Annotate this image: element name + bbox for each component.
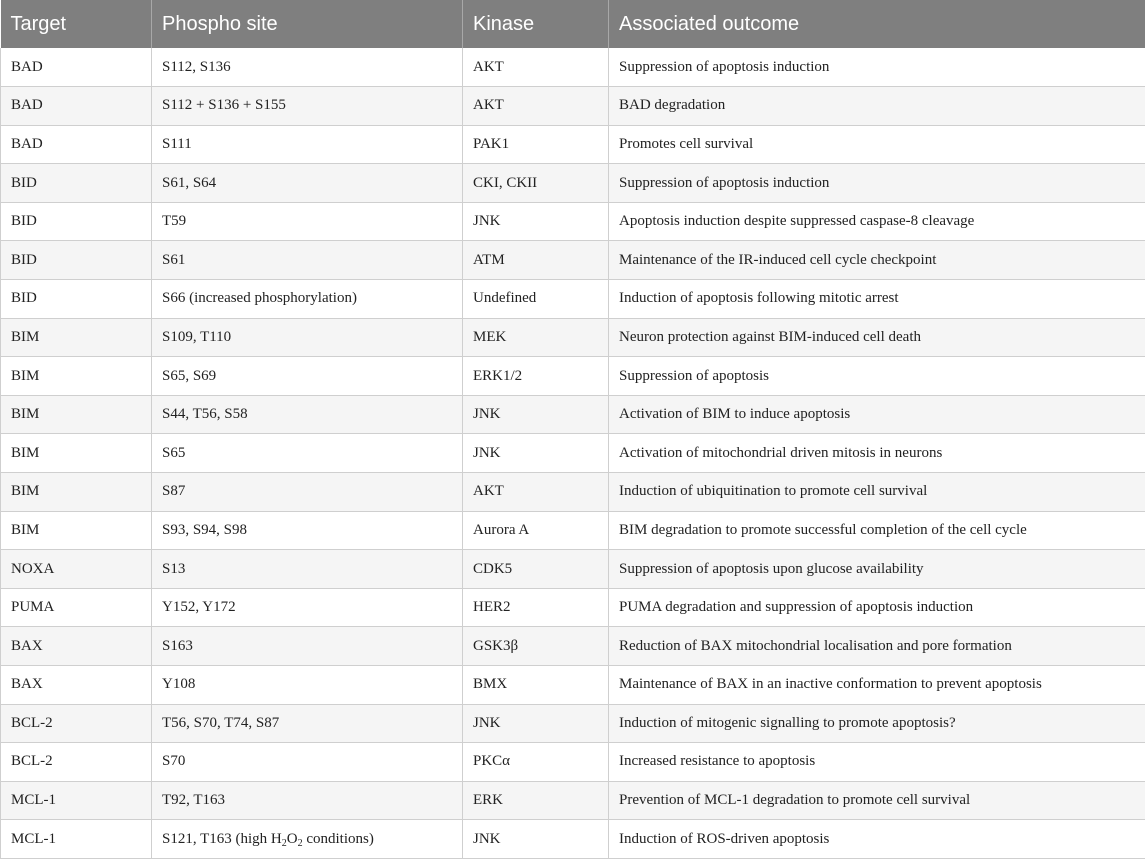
cell-kinase: PAK1 xyxy=(463,125,609,164)
cell-target: BID xyxy=(1,280,152,319)
cell-phospho-site: T56, S70, T74, S87 xyxy=(152,704,463,743)
cell-phospho-site xyxy=(152,820,463,859)
cell-phospho-site: S61 xyxy=(152,241,463,280)
cell-outcome: Suppression of apoptosis induction xyxy=(609,164,1145,203)
table-row xyxy=(1,125,1145,164)
cell-kinase: CKI, CKII xyxy=(463,164,609,203)
cell-kinase: PKCα xyxy=(463,743,609,782)
cell-kinase: AKT xyxy=(463,473,609,512)
table-row xyxy=(1,48,1145,87)
cell-phospho-site: S93, S94, S98 xyxy=(152,511,463,550)
table-row xyxy=(1,395,1145,434)
subscript: 2 xyxy=(282,838,287,849)
header-row xyxy=(1,0,1145,48)
cell-kinase: JNK xyxy=(463,434,609,473)
cell-outcome: Induction of ROS-driven apoptosis xyxy=(609,820,1145,859)
cell-outcome: Activation of BIM to induce apoptosis xyxy=(609,395,1145,434)
cell-target: BID xyxy=(1,202,152,241)
cell-phospho-site: T92, T163 xyxy=(152,781,463,820)
cell-outcome: Induction of ubiquitination to promote cell survival xyxy=(609,473,1145,512)
cell-target: BID xyxy=(1,164,152,203)
cell-target: MCL-1 xyxy=(1,820,152,859)
cell-phospho-site: S65 xyxy=(152,434,463,473)
cell-outcome: BAD degradation xyxy=(609,87,1145,126)
cell-target: BCL-2 xyxy=(1,704,152,743)
cell-phospho-site: S65, S69 xyxy=(152,357,463,396)
cell-kinase: MEK xyxy=(463,318,609,357)
cell-target: NOXA xyxy=(1,550,152,589)
table-row xyxy=(1,280,1145,319)
cell-outcome: PUMA degradation and suppression of apoptosis induction xyxy=(609,588,1145,627)
table-row xyxy=(1,357,1145,396)
cell-phospho-site: S87 xyxy=(152,473,463,512)
cell-phospho-site: S70 xyxy=(152,743,463,782)
cell-outcome: Neuron protection against BIM-induced cell death xyxy=(609,318,1145,357)
cell-kinase: ERK xyxy=(463,781,609,820)
table-row xyxy=(1,666,1145,705)
header-kinase: Kinase xyxy=(463,0,609,48)
table-row xyxy=(1,473,1145,512)
table-row xyxy=(1,743,1145,782)
table-row xyxy=(1,550,1145,589)
cell-outcome: Suppression of apoptosis induction xyxy=(609,48,1145,87)
cell-kinase: HER2 xyxy=(463,588,609,627)
cell-target: BAD xyxy=(1,125,152,164)
site-text: O xyxy=(287,831,298,847)
cell-phospho-site: Y152, Y172 xyxy=(152,588,463,627)
cell-phospho-site: S112 + S136 + S155 xyxy=(152,87,463,126)
cell-phospho-site: S44, T56, S58 xyxy=(152,395,463,434)
cell-target: BAX xyxy=(1,627,152,666)
cell-phospho-site: T59 xyxy=(152,202,463,241)
cell-outcome: Increased resistance to apoptosis xyxy=(609,743,1145,782)
cell-target: BIM xyxy=(1,473,152,512)
cell-phospho-site: S61, S64 xyxy=(152,164,463,203)
cell-kinase: Aurora A xyxy=(463,511,609,550)
cell-outcome: Suppression of apoptosis upon glucose availability xyxy=(609,550,1145,589)
cell-target: BIM xyxy=(1,434,152,473)
table-row xyxy=(1,241,1145,280)
cell-target: BIM xyxy=(1,511,152,550)
table-row xyxy=(1,87,1145,126)
header-associated-outcome: Associated outcome xyxy=(609,0,1145,48)
cell-outcome: Suppression of apoptosis xyxy=(609,357,1145,396)
cell-kinase: GSK3β xyxy=(463,627,609,666)
cell-phospho-site: S109, T110 xyxy=(152,318,463,357)
table-row xyxy=(1,627,1145,666)
table-row xyxy=(1,318,1145,357)
cell-phospho-site: S13 xyxy=(152,550,463,589)
cell-target: BCL-2 xyxy=(1,743,152,782)
cell-kinase: AKT xyxy=(463,48,609,87)
table-row xyxy=(1,704,1145,743)
cell-kinase: JNK xyxy=(463,395,609,434)
cell-kinase: ERK1/2 xyxy=(463,357,609,396)
cell-outcome: Maintenance of the IR-induced cell cycle checkpoint xyxy=(609,241,1145,280)
cell-outcome: Reduction of BAX mitochondrial localisation and pore formation xyxy=(609,627,1145,666)
cell-target: BIM xyxy=(1,357,152,396)
cell-outcome: Activation of mitochondrial driven mitosis in neurons xyxy=(609,434,1145,473)
cell-target: PUMA xyxy=(1,588,152,627)
table-row xyxy=(1,511,1145,550)
cell-outcome: BIM degradation to promote successful completion of the cell cycle xyxy=(609,511,1145,550)
header-phospho-site: Phospho site xyxy=(152,0,463,48)
cell-outcome: Promotes cell survival xyxy=(609,125,1145,164)
table-row xyxy=(1,820,1145,859)
cell-phospho-site: Y108 xyxy=(152,666,463,705)
cell-kinase: CDK5 xyxy=(463,550,609,589)
cell-phospho-site: S112, S136 xyxy=(152,48,463,87)
subscript: 2 xyxy=(298,838,303,849)
table-row xyxy=(1,164,1145,203)
cell-phospho-site: S163 xyxy=(152,627,463,666)
site-text: conditions) xyxy=(303,831,374,847)
cell-outcome: Prevention of MCL-1 degradation to promote cell survival xyxy=(609,781,1145,820)
cell-target: BIM xyxy=(1,395,152,434)
cell-outcome: Induction of mitogenic signalling to promote apoptosis? xyxy=(609,704,1145,743)
table-row xyxy=(1,781,1145,820)
table-row xyxy=(1,202,1145,241)
cell-outcome: Maintenance of BAX in an inactive conformation to prevent apoptosis xyxy=(609,666,1145,705)
cell-target: MCL-1 xyxy=(1,781,152,820)
cell-target: BAD xyxy=(1,48,152,87)
cell-kinase: AKT xyxy=(463,87,609,126)
cell-target: BIM xyxy=(1,318,152,357)
table-row xyxy=(1,434,1145,473)
site-text: S121, T163 (high H xyxy=(162,831,282,847)
cell-kinase: JNK xyxy=(463,820,609,859)
cell-outcome: Apoptosis induction despite suppressed caspase-8 cleavage xyxy=(609,202,1145,241)
cell-phospho-site: S111 xyxy=(152,125,463,164)
header-target: Target xyxy=(1,0,152,48)
cell-kinase: ATM xyxy=(463,241,609,280)
cell-kinase: Undefined xyxy=(463,280,609,319)
cell-kinase: JNK xyxy=(463,704,609,743)
cell-target: BID xyxy=(1,241,152,280)
cell-target: BAD xyxy=(1,87,152,126)
cell-kinase: JNK xyxy=(463,202,609,241)
cell-phospho-site: S66 (increased phosphorylation) xyxy=(152,280,463,319)
table-row xyxy=(1,588,1145,627)
cell-outcome: Induction of apoptosis following mitotic arrest xyxy=(609,280,1145,319)
cell-target: BAX xyxy=(1,666,152,705)
cell-kinase: BMX xyxy=(463,666,609,705)
